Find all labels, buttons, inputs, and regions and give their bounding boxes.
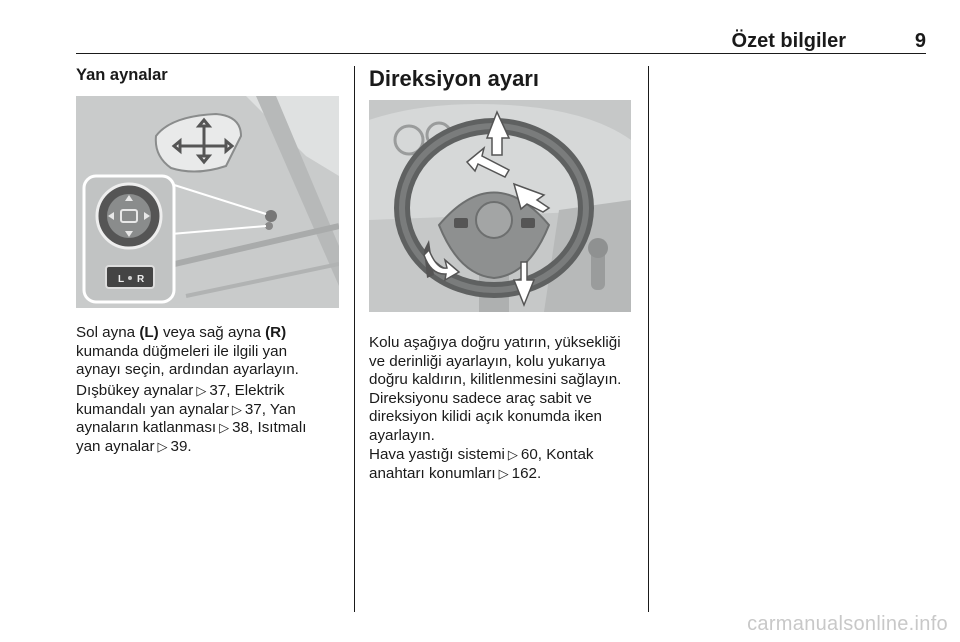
page-reference-link[interactable]: 37, Elektrik [209, 382, 285, 399]
text-line: direksiyon kilidi açık konumda iken [369, 408, 602, 426]
label-right-mirror: (R) [265, 324, 287, 341]
column-divider-1 [354, 66, 355, 612]
page-reference-arrow-icon: ▷ [507, 447, 518, 462]
text-line: Kolu aşağıya doğru yatırın, yüksekliği [369, 334, 621, 351]
side-mirror-illustration [76, 96, 339, 308]
steering-wheel-figure [369, 100, 631, 312]
text-line: Direksiyonu sadece araç sabit ve [369, 389, 592, 407]
middle-column [369, 66, 637, 92]
page-reference-link[interactable]: 162. [511, 464, 542, 482]
page-number: 9 [914, 30, 926, 52]
side-mirror-figure [76, 96, 339, 308]
text-fragment: anahtarı konumları [369, 464, 496, 482]
page-reference-arrow-icon: ▷ [157, 438, 168, 454]
section-title-side-mirrors: Yan aynalar [76, 66, 168, 84]
text-fragment: aynaların katlanması [76, 419, 217, 437]
steering-paragraph-1 [369, 334, 645, 446]
page-reference-link[interactable]: 37, Yan [244, 400, 296, 418]
text-line: aynayı seçin, ardından ayarlayın. [76, 361, 299, 379]
switch-label-left: L [118, 274, 125, 285]
text-fragment: kumandalı yan aynalar [76, 400, 229, 418]
steering-wheel-illustration [369, 100, 631, 312]
side-mirror-paragraph-1 [76, 324, 346, 380]
header-divider [76, 53, 926, 54]
page-reference-arrow-icon: ▷ [219, 420, 230, 436]
text-fragment: Sol ayna [76, 324, 140, 341]
text-fragment: Hava yastığı sistemi [369, 446, 505, 463]
switch-label-right: R [137, 274, 145, 285]
column-divider-2 [648, 66, 649, 612]
text-fragment: Dışbükey aynalar [76, 382, 194, 399]
page-reference-link[interactable]: 39. [170, 437, 192, 455]
watermark: carmanualsonline.info [747, 613, 948, 635]
text-line: kumanda düğmeleri ile ilgili yan [76, 342, 288, 360]
text-fragment: veya sağ ayna [158, 324, 266, 341]
page-reference-arrow-icon: ▷ [231, 401, 242, 417]
page-reference-arrow-icon: ▷ [196, 383, 207, 398]
side-mirror-paragraph-2 [76, 382, 346, 456]
label-left-mirror: (L) [139, 324, 159, 341]
page-reference-link[interactable]: 38, Isıtmalı [232, 419, 307, 437]
section-title-steering-adjustment: Direksiyon ayarı [369, 66, 539, 91]
steering-paragraph-2 [369, 446, 645, 483]
page-reference-link[interactable]: 60, Kontak [520, 446, 594, 463]
page-header [76, 26, 926, 52]
left-column [76, 66, 342, 85]
text-line: doğru kaldırın, kilitlenmesini sağlayın. [369, 371, 622, 389]
text-line: ayarlayın. [369, 426, 435, 444]
page-reference-arrow-icon: ▷ [498, 465, 509, 481]
header-title: Özet bilgiler [731, 30, 846, 52]
text-fragment: yan aynalar [76, 437, 155, 455]
text-line: ve derinliği ayarlayın, kolu yukarıya [369, 352, 606, 370]
